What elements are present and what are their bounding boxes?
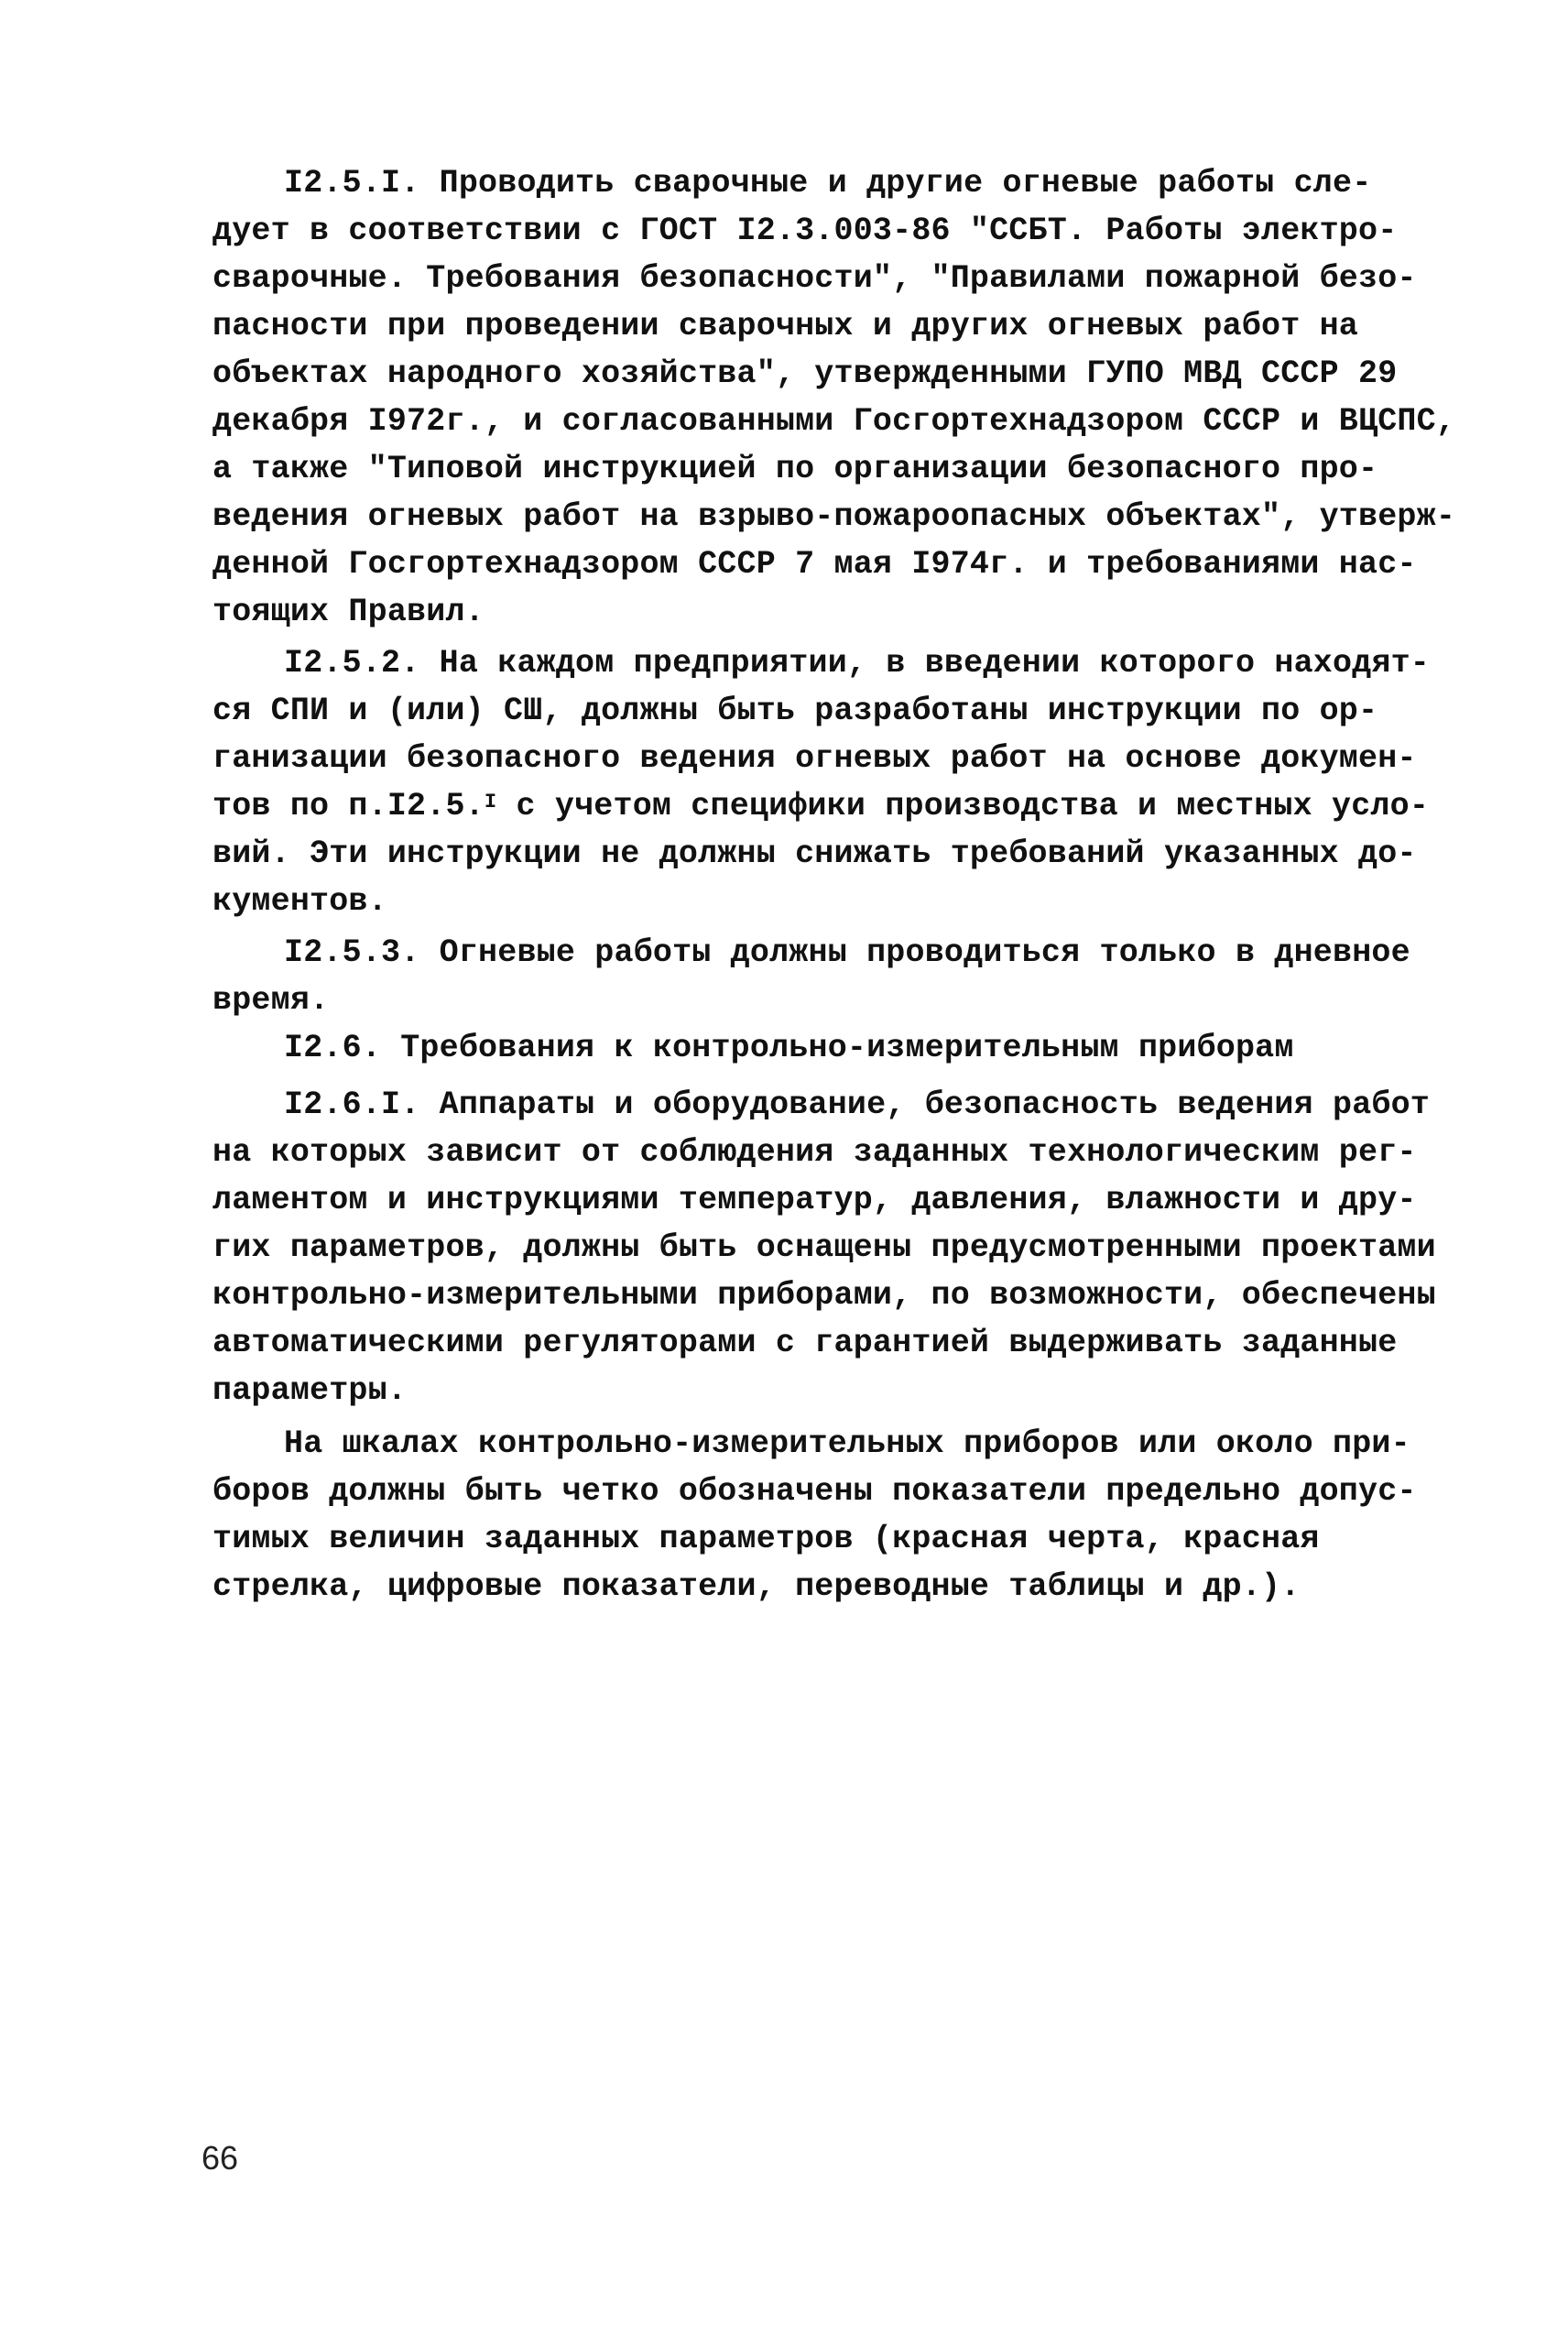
paragraph-12-5-1-line: пасности при проведении сварочных и других огневых работ на [212,308,1359,344]
paragraph-scales-line: На шкалах контрольно-измерительных приборов или около при- [284,1425,1410,1462]
paragraph-12-5-2-line: кументов. [212,883,387,920]
paragraph-12-5-2-line: вий. Эти инструкции не должны снижать требований указанных до- [212,835,1417,872]
paragraph-12-5-2-line [212,784,1429,828]
paragraph-12-5-1-line: сварочные. Требования безопасности", "Правилами пожарной безо- [212,260,1417,297]
paragraph-12-6-1-line: параметры. [212,1372,408,1409]
paragraph-12-5-2-line: ся СПИ и (или) СШ, должны быть разработаны инструкции по ор- [212,693,1378,729]
section-heading-12-6: I2.6. Требования к контрольно-измерительным приборам [284,1030,1294,1066]
paragraph-12-5-1-line: денной Госгортехнадзором СССР 7 мая I974г. и требованиями нас- [212,546,1417,583]
paragraph-12-5-3-line: время. [212,982,330,1019]
paragraph-12-5-1-line: декабря I972г., и согласованными Госгортехнадзором СССР и ВЦСПС, [212,403,1456,440]
paragraph-12-6-1-line: контрольно-измерительными приборами, по возможности, обеспечены [212,1277,1436,1314]
paragraph-12-6-1-line: гих параметров, должны быть оснащены предусмотренными проектами [212,1229,1436,1266]
paragraph-12-6-1-line: на которых зависит от соблюдения заданных технологическим рег- [212,1134,1417,1171]
paragraph-12-5-1-line: тоящих Правил. [212,594,485,630]
paragraph-12-5-3-line: I2.5.3. Огневые работы должны проводиться только в дневное [284,934,1410,971]
paragraph-scales-line: стрелка, цифровые показатели, переводные таблицы и др.). [212,1568,1301,1605]
paragraph-scales-line: боров должны быть четко обозначены показатели предельно допус- [212,1473,1417,1510]
page-number: 66 [201,2139,239,2177]
paragraph-12-6-1-line: автоматическими регуляторами с гарантией выдерживать заданные [212,1325,1398,1361]
paragraph-12-5-1-line: а также "Типовой инструкцией по организации безопасного про- [212,451,1378,487]
paragraph-12-5-1-line: дует в соответствии с ГОСТ I2.3.003-86 "ССБТ. Работы электро- [212,213,1398,249]
paragraph-12-5-2-line: I2.5.2. На каждом предприятии, в введении которого находят- [284,645,1431,682]
paragraph-12-5-2-text: с учетом специфики производства и местных усло- [496,788,1430,824]
paragraph-12-6-1-line: I2.6.I. Аппараты и оборудование, безопасность ведения работ [284,1086,1431,1123]
paragraph-12-6-1-line: ламентом и инструкциями температур, давления, влажности и дру- [212,1182,1417,1218]
paragraph-12-5-1-line: I2.5.I. Проводить сварочные и другие огневые работы сле- [284,165,1372,202]
paragraph-12-5-1-line: объектах народного хозяйства", утвержденными ГУПО МВД СССР 29 [212,355,1398,392]
paragraph-12-5-2-text: тов по п.I2.5. [212,788,485,824]
paragraph-12-5-1-line: ведения огневых работ на взрыво-пожароопасных объектах", утверж- [212,498,1456,535]
paragraph-12-5-2-line: ганизации безопасного ведения огневых работ на основе докумен- [212,740,1417,777]
superscript-reference: I [484,791,497,813]
paragraph-scales-line: тимых величин заданных параметров (красная черта, красная [212,1521,1320,1557]
